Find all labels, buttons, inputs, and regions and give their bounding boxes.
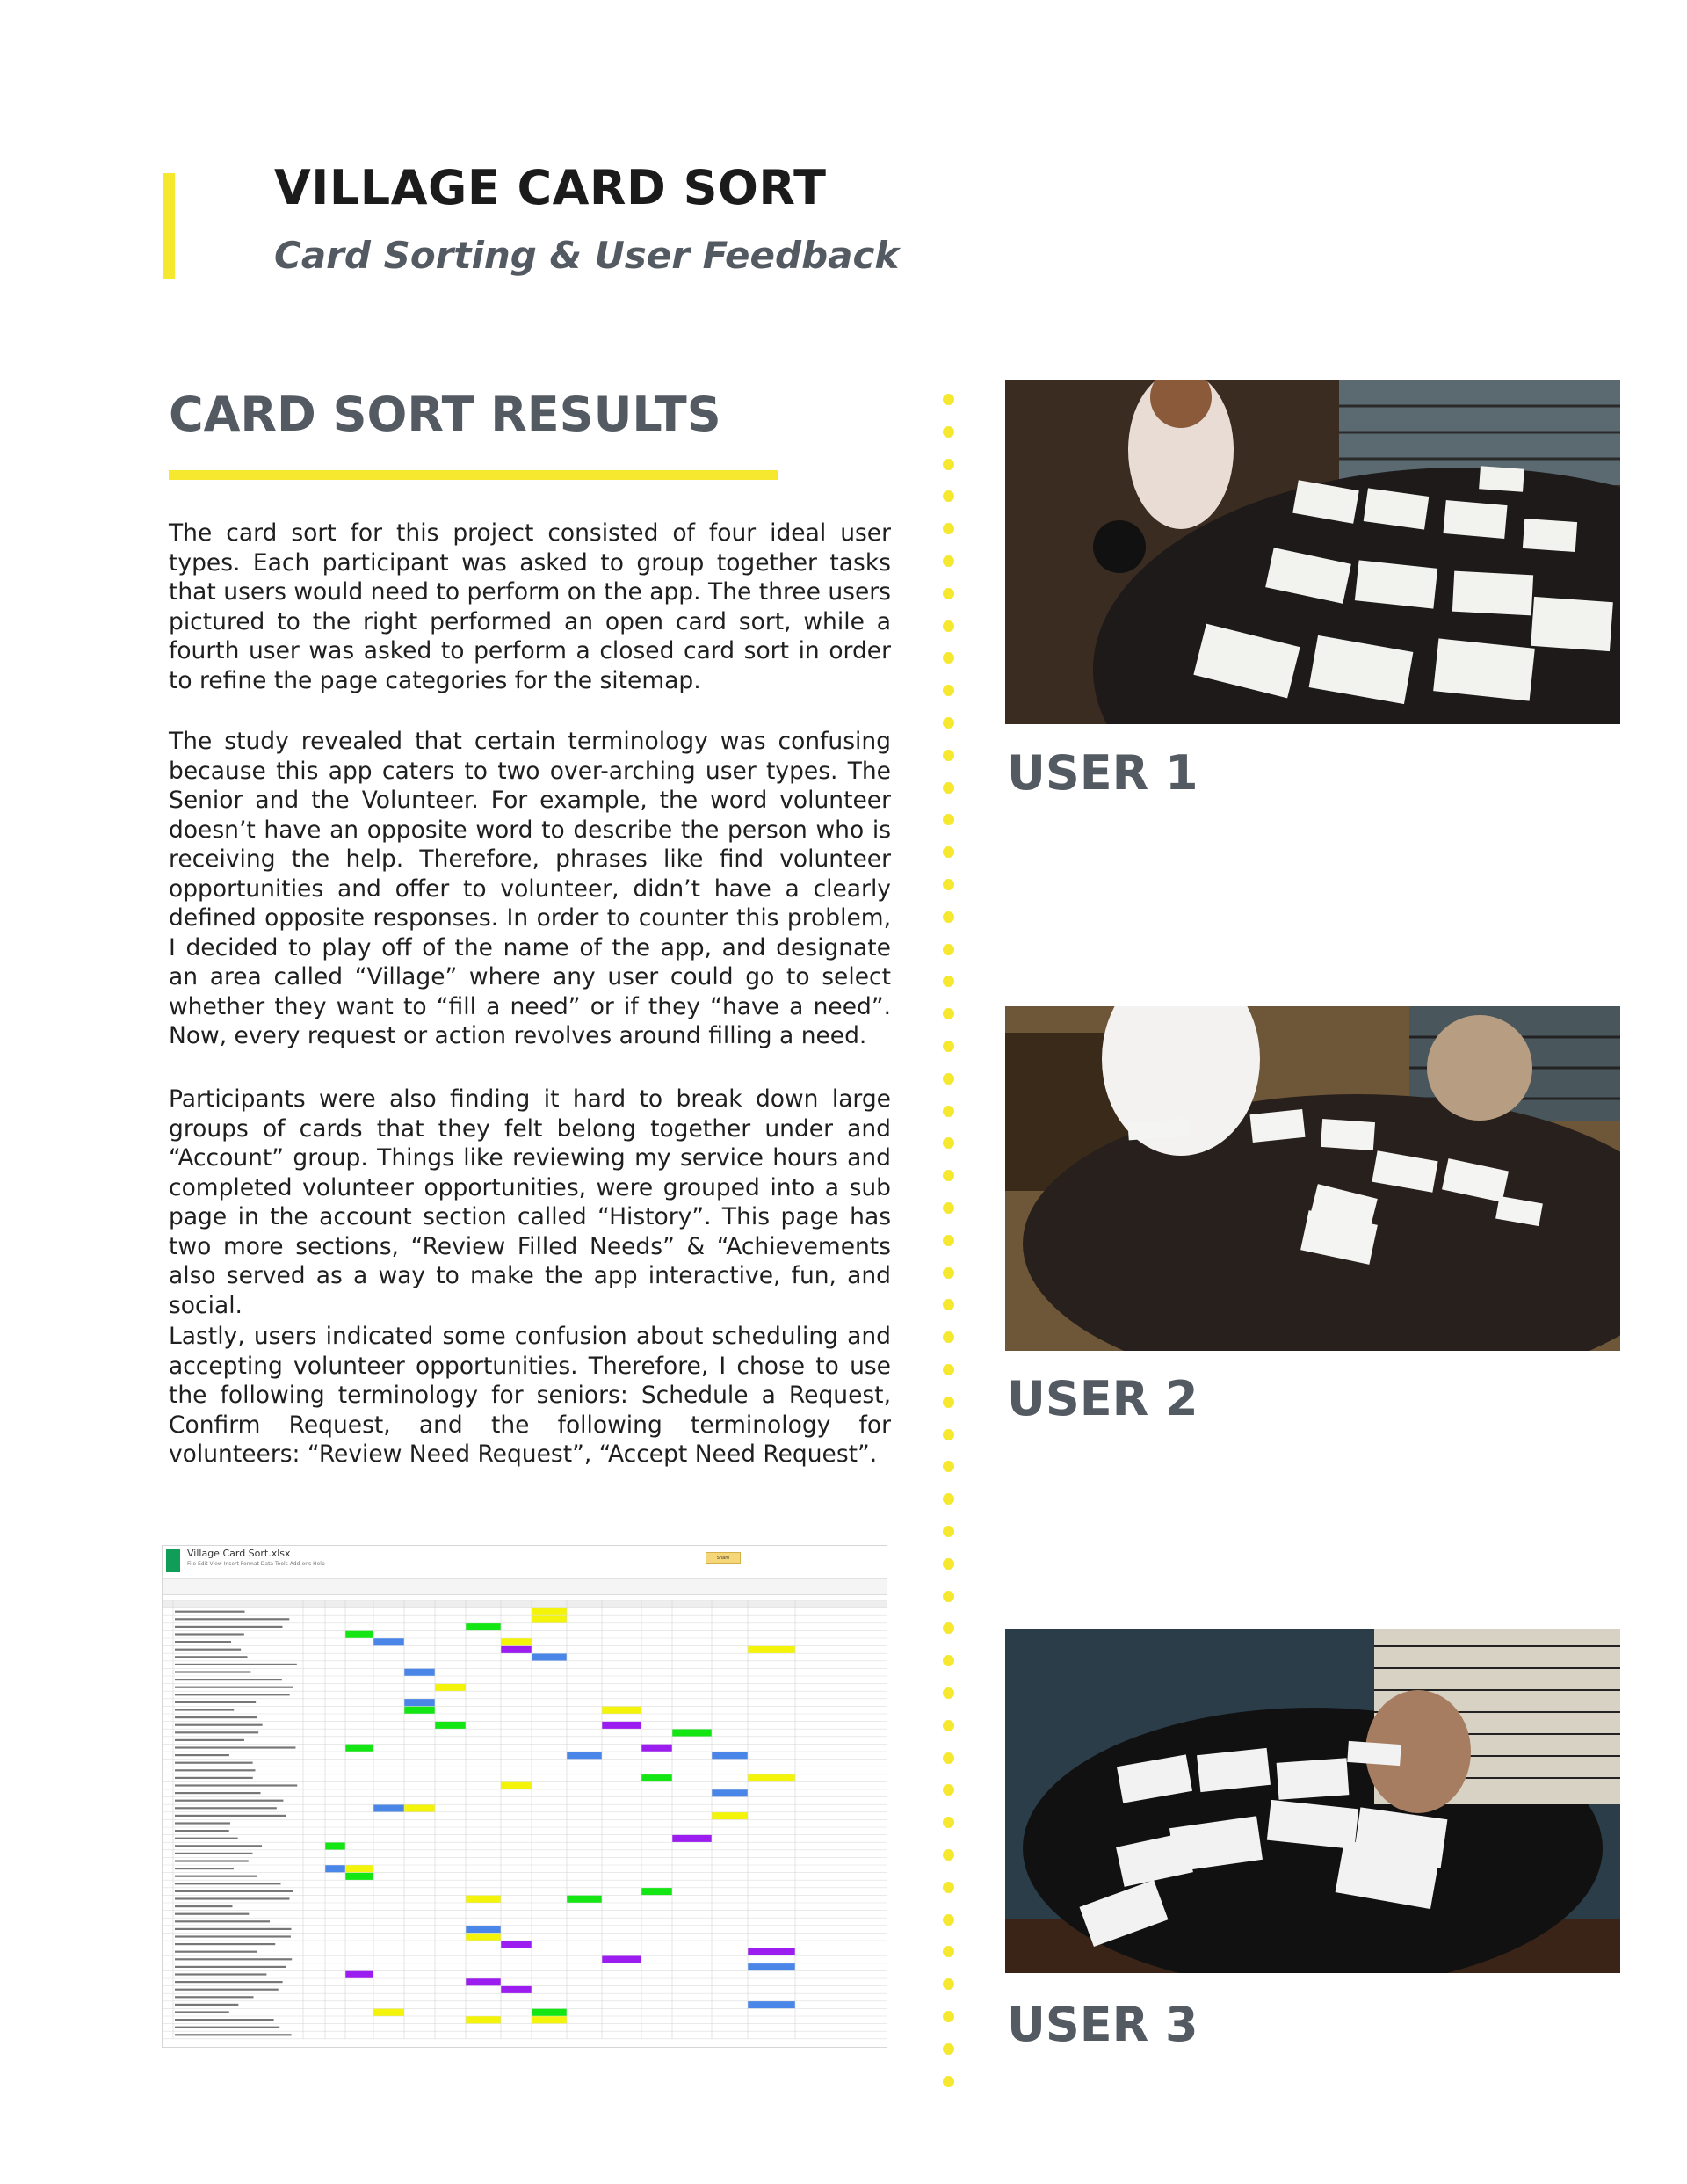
sheet-colored-cell — [672, 1729, 712, 1737]
divider-dot — [943, 1655, 954, 1666]
sheet-cell-text — [175, 1641, 231, 1643]
divider-dot — [943, 782, 954, 794]
divider-dot — [943, 1202, 954, 1214]
divider-dot — [943, 2011, 954, 2022]
sheets-logo-icon — [166, 1549, 180, 1572]
sheet-colored-cell — [501, 1781, 532, 1789]
sheet-cell-text — [175, 2027, 279, 2028]
sheet-colored-cell — [748, 1774, 795, 1782]
sheet-cell-text — [175, 1762, 253, 1764]
divider-dot — [943, 814, 954, 825]
page-title: VILLAGE CARD SORT — [274, 160, 827, 215]
sheet-colored-cell — [532, 2008, 567, 2016]
sheet-cell-text — [175, 1716, 257, 1718]
divider-dot — [943, 620, 954, 632]
divider-dot — [943, 394, 954, 405]
divider-dot — [943, 846, 954, 858]
sheet-cell-text — [175, 1860, 249, 1861]
sheet-cell-text — [175, 1633, 244, 1635]
sheet-colored-cell — [345, 1630, 373, 1638]
divider-dot — [943, 1137, 954, 1149]
user-3-label: USER 3 — [1007, 1997, 1198, 2052]
sheet-colored-cell — [345, 1744, 373, 1752]
user-1-photo — [1005, 380, 1620, 724]
divider-dot — [943, 1591, 954, 1602]
divider-dot — [943, 2076, 954, 2087]
sheet-cell-text — [175, 1935, 291, 1937]
divider-dot — [943, 459, 954, 470]
sheet-colored-cell — [404, 1699, 435, 1707]
divider-dot — [943, 652, 954, 664]
divider-dot — [943, 1267, 954, 1279]
divider-dot — [943, 426, 954, 438]
sheet-colored-cell — [404, 1706, 435, 1714]
divider-dot — [943, 1817, 954, 1828]
sheet-cell-text — [175, 1731, 258, 1733]
divider-dot — [943, 1752, 954, 1764]
sheet-cell-text — [175, 1913, 249, 1915]
sheet-cell-text — [175, 1626, 283, 1628]
divider-dot — [943, 1558, 954, 1570]
divider-dot — [943, 717, 954, 729]
sheet-grid — [163, 1600, 887, 2048]
dotted-divider — [943, 394, 955, 2108]
sheet-colored-cell — [404, 1804, 435, 1812]
sheet-colored-cell — [602, 1722, 641, 1730]
divider-dot — [943, 1073, 954, 1085]
sheet-cell-text — [175, 1754, 229, 1756]
sheet-colored-cell — [325, 1842, 345, 1850]
sheet-colored-cell — [748, 2001, 795, 2009]
sheet-colored-cell — [602, 1955, 641, 1963]
sheet-cell-text — [175, 1664, 297, 1665]
divider-dot — [943, 1364, 954, 1375]
sheet-colored-cell — [345, 1970, 373, 1978]
divider-dot — [943, 944, 954, 955]
sheet-colored-cell — [501, 1638, 532, 1646]
sheet-cell-text — [175, 1724, 263, 1726]
sheet-cell-text — [175, 1611, 245, 1613]
sheet-colored-cell — [373, 1638, 404, 1646]
divider-dot — [943, 523, 954, 534]
sheet-cell-text — [175, 1792, 261, 1794]
sheet-cell-text — [175, 1822, 230, 1824]
divider-dot — [943, 750, 954, 761]
sheet-cell-text — [175, 1618, 289, 1620]
sheet-cell-text — [175, 1958, 292, 1960]
section-title: CARD SORT RESULTS — [169, 387, 721, 442]
sheet-colored-cell — [672, 1835, 712, 1843]
user-2-photo — [1005, 1006, 1620, 1351]
sheet-cell-text — [175, 1928, 291, 1930]
user-3-photo — [1005, 1629, 1620, 1973]
divider-dot — [943, 1106, 954, 1117]
sheet-cell-text — [175, 2011, 229, 2013]
sheet-colored-cell — [501, 1941, 532, 1948]
sheet-colored-cell — [712, 1789, 748, 1797]
sheet-colored-cell — [373, 2008, 404, 2016]
divider-dot — [943, 1331, 954, 1343]
sheet-header-row — [163, 1600, 887, 1608]
paragraph-intro: The card sort for this project consisted of four ideal user types. Each participant was asked to group together tasks that users would need to perform on the app. The three users pictured to the right performed an open card sort, while a fourth user was asked to perform a closed card sort in order to refine the page categories for the sitemap. — [169, 519, 891, 694]
sheet-cell-text — [175, 1800, 283, 1802]
sheet-header — [163, 1546, 887, 1579]
sheet-colored-cell — [567, 1752, 602, 1760]
sheet-cell-text — [175, 1890, 293, 1892]
sheet-cell-text — [175, 1989, 279, 1991]
divider-dot — [943, 490, 954, 502]
sheet-colored-cell — [345, 1865, 373, 1873]
divider-dot — [943, 588, 954, 599]
sheet-cell-text — [175, 1868, 234, 1869]
sheet-cell-text — [175, 1996, 254, 1998]
sheet-colored-cell — [466, 2016, 501, 2024]
sheet-colored-cell — [404, 1668, 435, 1676]
sheet-cell-text — [175, 1701, 256, 1703]
user-1-label: USER 1 — [1007, 745, 1198, 801]
divider-dot — [943, 555, 954, 567]
sheet-cell-text — [175, 2034, 292, 2035]
sheet-colored-cell — [373, 1804, 404, 1812]
sheet-cell-text — [175, 1845, 262, 1847]
sheet-colored-cell — [532, 1615, 567, 1623]
sheet-menu-bar: File Edit View Insert Format Data Tools Add-ons Help — [187, 1561, 325, 1567]
sheet-cell-text — [175, 1883, 281, 1884]
user-2-label: USER 2 — [1007, 1371, 1198, 1426]
sheet-cell-text — [175, 1838, 238, 1839]
sheet-cell-text — [175, 1687, 293, 1688]
sheet-colored-cell — [501, 1646, 532, 1654]
divider-dot — [943, 1235, 954, 1246]
divider-dot — [943, 1397, 954, 1408]
divider-dot — [943, 1784, 954, 1796]
sheet-cell-text — [175, 1943, 275, 1945]
sheet-colored-cell — [435, 1684, 466, 1692]
divider-dot — [943, 1429, 954, 1440]
sheet-colored-cell — [532, 1653, 567, 1661]
sheet-cell-text — [175, 1897, 289, 1899]
sheet-colored-cell — [501, 1986, 532, 1994]
sheet-cell-text — [175, 1709, 234, 1710]
sheet-cell-text — [175, 1905, 232, 1907]
divider-dot — [943, 1914, 954, 1926]
divider-dot — [943, 1720, 954, 1731]
sheet-colored-cell — [466, 1623, 501, 1631]
paragraph-scheduling: Lastly, users indicated some confusion about scheduling and accepting volunteer opportunities. Therefore, I chose to use the following terminology for seniors: Schedule a Request, Confirm Request, and the following terminology for volunteers: “Review Need Request”, “Accept Need Request”. — [169, 1323, 891, 1468]
sheet-share-button: Share — [706, 1552, 741, 1564]
sheet-cell-text — [175, 1649, 241, 1651]
sheet-colored-cell — [466, 1933, 501, 1941]
sheet-cell-text — [175, 1777, 253, 1779]
divider-dot — [943, 879, 954, 890]
sheet-colored-cell — [532, 1608, 567, 1616]
divider-dot — [943, 1526, 954, 1537]
divider-dot — [943, 911, 954, 923]
sheet-cell-text — [175, 1815, 286, 1817]
paragraph-terminology: The study revealed that certain terminology was confusing because this app caters to two over-arching user types. The Senior and the Volunteer. For example, the word volunteer doesn’t have an opposite word to describe the person who is receiving the help. Therefore, phrases like find volunteer opportunities and offer to volunteer, didn’t have a clearly defined opposite responses. In order to counter this problem, I decided to play off of the name of the app, and designate an area called “Village” where any user could go to select whether they want to “fill a need” or if they “have a need”. Now, every request or action revolves around filling a need. — [169, 728, 891, 1049]
divider-dot — [943, 1849, 954, 1861]
divider-dot — [943, 976, 954, 987]
divider-dot — [943, 685, 954, 696]
sheet-colored-cell — [641, 1888, 672, 1896]
sheet-cell-text — [175, 1671, 250, 1672]
sheet-colored-cell — [602, 1706, 641, 1714]
divider-dot — [943, 1687, 954, 1699]
divider-dot — [943, 1170, 954, 1181]
sheet-colored-cell — [435, 1722, 466, 1730]
sheet-cell-text — [175, 1769, 255, 1771]
sheet-colored-cell — [532, 2016, 567, 2024]
sheet-cell-text — [175, 1853, 252, 1854]
sheet-file-title: Village Card Sort.xlsx — [187, 1548, 291, 1559]
sheet-cell-text — [175, 1876, 257, 1877]
sheet-cell-text — [175, 1679, 282, 1680]
sheet-cell-text — [175, 1746, 295, 1748]
sheet-cell-text — [175, 1784, 297, 1786]
sheet-colored-cell — [641, 1744, 672, 1752]
sheet-cell-text — [175, 1981, 283, 1983]
sheet-cell-text — [175, 1739, 244, 1741]
sheet-cell-text — [175, 1694, 290, 1695]
sheet-cell-text — [175, 2019, 274, 2021]
divider-dot — [943, 1041, 954, 1052]
sheet-cell-text — [175, 1807, 277, 1809]
sheet-colored-cell — [712, 1752, 748, 1760]
divider-dot — [943, 1946, 954, 1957]
sheet-colored-cell — [325, 1865, 345, 1873]
spreadsheet-screenshot — [162, 1545, 887, 2048]
sheet-toolbar — [163, 1579, 887, 1595]
divider-dot — [943, 1882, 954, 1893]
sheet-colored-cell — [748, 1646, 795, 1654]
sheet-colored-cell — [712, 1812, 748, 1820]
sheet-colored-cell — [466, 1895, 501, 1903]
title-accent-bar — [163, 173, 175, 279]
sheet-colored-cell — [641, 1774, 672, 1782]
divider-dot — [943, 2043, 954, 2055]
sheet-colored-cell — [466, 1978, 501, 1986]
sheet-colored-cell — [466, 1926, 501, 1934]
sheet-colored-cell — [748, 1963, 795, 1971]
sheet-cell-text — [175, 1920, 270, 1922]
divider-dot — [943, 1008, 954, 1019]
sheet-colored-cell — [345, 1873, 373, 1881]
divider-dot — [943, 1299, 954, 1310]
divider-dot — [943, 1978, 954, 1990]
divider-dot — [943, 1493, 954, 1505]
sheet-colored-cell — [748, 1948, 795, 1956]
sheet-cell-text — [175, 1966, 286, 1968]
paragraph-account: Participants were also finding it hard to break down large groups of cards that they felt belong together under and “Account” group. Things like reviewing my service hours and completed volunteer opportunities, were grouped into a sub page in the account section called “History”. This page has two more sections, “Review Filled Needs” & “Achievements also served as a way to make the app interactive, fun, and social. — [169, 1085, 891, 1319]
section-underline — [169, 470, 778, 480]
divider-dot — [943, 1461, 954, 1472]
sheet-cell-text — [175, 2004, 238, 2006]
sheet-colored-cell — [567, 1895, 602, 1903]
divider-dot — [943, 1622, 954, 1634]
sheet-cell-text — [175, 1656, 247, 1658]
sheet-cell-text — [175, 1951, 257, 1953]
sheet-cell-text — [175, 1973, 266, 1975]
page-subtitle: Card Sorting & User Feedback — [274, 234, 900, 277]
sheet-cell-text — [175, 1830, 229, 1832]
